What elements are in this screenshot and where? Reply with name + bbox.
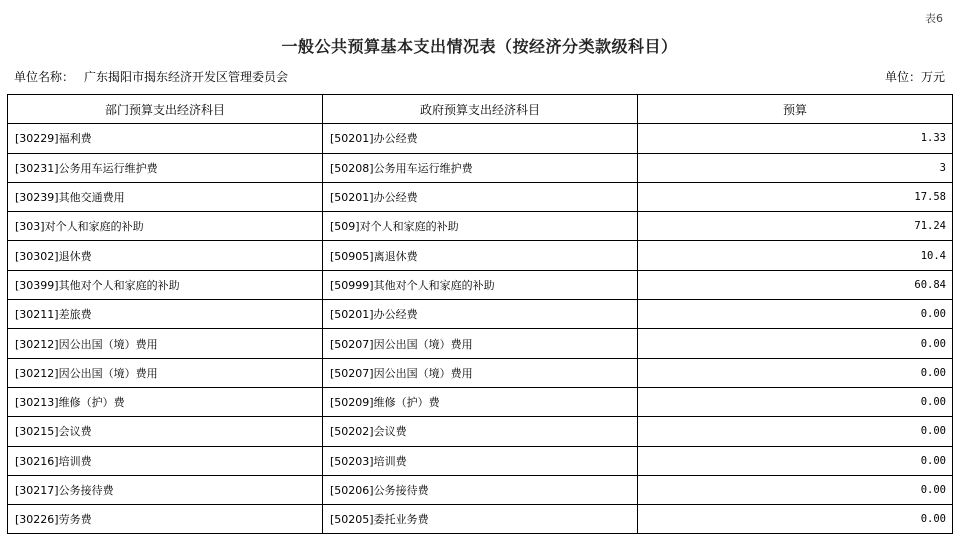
table-row bbox=[8, 417, 953, 446]
dept-subject-cell: [30217]公务接待费 bbox=[8, 475, 323, 504]
gov-subject-cell: [50207]因公出国（境）费用 bbox=[323, 358, 638, 387]
budget-amount-cell: 0.00 bbox=[638, 358, 953, 387]
table-row bbox=[8, 475, 953, 504]
dept-subject-cell: [30211]差旅费 bbox=[8, 300, 323, 329]
budget-amount-cell: 10.4 bbox=[638, 241, 953, 270]
table-header-row bbox=[8, 95, 953, 124]
column-header-gov-subject: 政府预算支出经济科目 bbox=[323, 95, 638, 124]
gov-subject-cell: [50202]会议费 bbox=[323, 417, 638, 446]
budget-amount-cell: 60.84 bbox=[638, 270, 953, 299]
budget-amount-cell: 71.24 bbox=[638, 212, 953, 241]
budget-amount-cell: 0.00 bbox=[638, 505, 953, 534]
gov-subject-cell: [50201]办公经费 bbox=[323, 182, 638, 211]
currency-unit: 单位：万元 bbox=[884, 70, 945, 84]
unit-name-line bbox=[14, 68, 288, 85]
gov-subject-cell: [50203]培训费 bbox=[323, 446, 638, 475]
budget-table bbox=[7, 94, 953, 534]
table-number: 表6 bbox=[925, 12, 943, 25]
dept-subject-cell: [30229]福利费 bbox=[8, 124, 323, 153]
table-row bbox=[8, 270, 953, 299]
budget-amount-cell: 3 bbox=[638, 153, 953, 182]
gov-subject-cell: [509]对个人和家庭的补助 bbox=[323, 212, 638, 241]
table-row bbox=[8, 505, 953, 534]
gov-subject-cell: [50201]办公经费 bbox=[323, 300, 638, 329]
table-row bbox=[8, 124, 953, 153]
gov-subject-cell: [50206]公务接待费 bbox=[323, 475, 638, 504]
budget-amount-cell: 1.33 bbox=[638, 124, 953, 153]
meta-row bbox=[14, 68, 945, 84]
budget-amount-cell: 0.00 bbox=[638, 300, 953, 329]
budget-amount-cell: 17.58 bbox=[638, 182, 953, 211]
table-row bbox=[8, 387, 953, 416]
budget-amount-cell: 0.00 bbox=[638, 446, 953, 475]
budget-amount-cell: 0.00 bbox=[638, 387, 953, 416]
unit-name-label: 单位名称： bbox=[14, 70, 75, 84]
gov-subject-cell: [50999]其他对个人和家庭的补助 bbox=[323, 270, 638, 299]
column-header-budget: 预算 bbox=[638, 95, 953, 124]
dept-subject-cell: [303]对个人和家庭的补助 bbox=[8, 212, 323, 241]
gov-subject-cell: [50209]维修（护）费 bbox=[323, 387, 638, 416]
dept-subject-cell: [30212]因公出国（境）费用 bbox=[8, 358, 323, 387]
table-row bbox=[8, 241, 953, 270]
table-row bbox=[8, 300, 953, 329]
dept-subject-cell: [30399]其他对个人和家庭的补助 bbox=[8, 270, 323, 299]
unit-name-value: 广东揭阳市揭东经济开发区管理委员会 bbox=[84, 70, 289, 84]
dept-subject-cell: [30212]因公出国（境）费用 bbox=[8, 329, 323, 358]
column-header-dept-subject: 部门预算支出经济科目 bbox=[8, 95, 323, 124]
table-row bbox=[8, 212, 953, 241]
budget-amount-cell: 0.00 bbox=[638, 329, 953, 358]
table-row bbox=[8, 182, 953, 211]
page-title: 一般公共预算基本支出情况表（按经济分类款级科目） bbox=[281, 37, 678, 56]
gov-subject-cell: [50205]委托业务费 bbox=[323, 505, 638, 534]
budget-amount-cell: 0.00 bbox=[638, 417, 953, 446]
table-row bbox=[8, 329, 953, 358]
table-row bbox=[8, 358, 953, 387]
dept-subject-cell: [30213]维修（护）费 bbox=[8, 387, 323, 416]
table-row bbox=[8, 153, 953, 182]
dept-subject-cell: [30302]退休费 bbox=[8, 241, 323, 270]
dept-subject-cell: [30226]劳务费 bbox=[8, 505, 323, 534]
dept-subject-cell: [30216]培训费 bbox=[8, 446, 323, 475]
gov-subject-cell: [50208]公务用车运行维护费 bbox=[323, 153, 638, 182]
gov-subject-cell: [50201]办公经费 bbox=[323, 124, 638, 153]
dept-subject-cell: [30231]公务用车运行维护费 bbox=[8, 153, 323, 182]
dept-subject-cell: [30215]会议费 bbox=[8, 417, 323, 446]
dept-subject-cell: [30239]其他交通费用 bbox=[8, 182, 323, 211]
budget-amount-cell: 0.00 bbox=[638, 475, 953, 504]
gov-subject-cell: [50207]因公出国（境）费用 bbox=[323, 329, 638, 358]
gov-subject-cell: [50905]离退休费 bbox=[323, 241, 638, 270]
table-row bbox=[8, 446, 953, 475]
